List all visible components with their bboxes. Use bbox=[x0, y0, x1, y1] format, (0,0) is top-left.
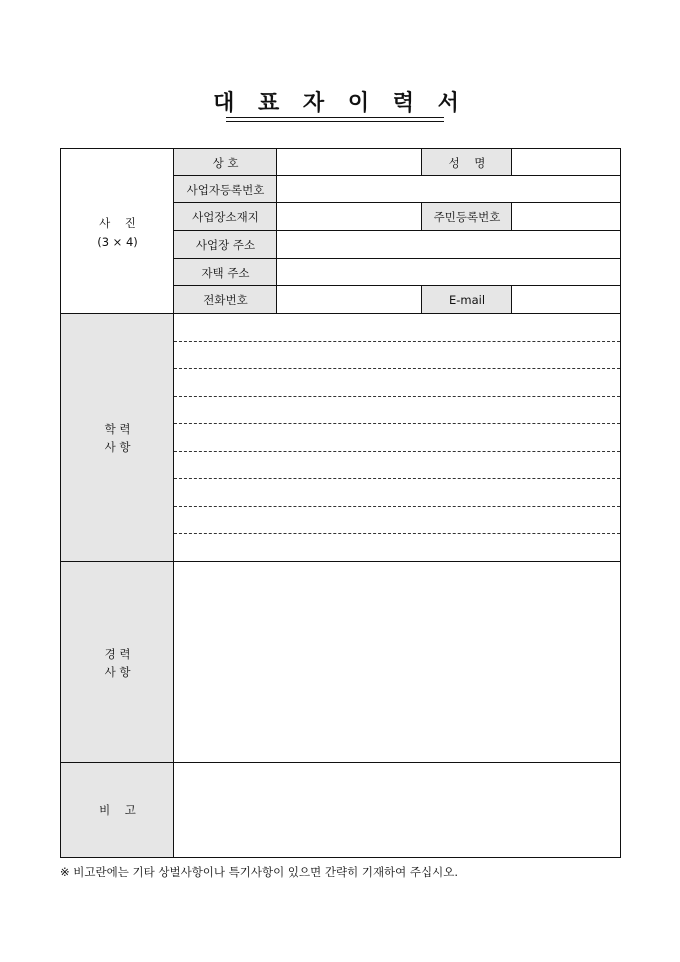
education-line bbox=[174, 341, 620, 342]
career-section-label: 경 력 사 항 bbox=[61, 562, 174, 763]
resident-reg-no-label: 주민등록번호 bbox=[422, 203, 512, 231]
grid-line bbox=[61, 762, 620, 763]
education-line bbox=[174, 451, 620, 452]
footnote: ※ 비고란에는 기타 상벌사항이나 특기사항이 있으면 간략히 기재하여 주십시오. bbox=[60, 865, 459, 879]
grid-line bbox=[421, 286, 422, 314]
business-reg-no-field[interactable] bbox=[277, 176, 620, 203]
grid-line bbox=[421, 203, 422, 231]
grid-line bbox=[511, 203, 512, 231]
grid-line bbox=[511, 149, 512, 176]
grid-line bbox=[173, 149, 174, 857]
title-underline-second bbox=[226, 121, 444, 122]
business-location-label: 사업장소재지 bbox=[174, 203, 277, 231]
business-reg-no-label: 사업자등록번호 bbox=[174, 176, 277, 203]
trade-name-label: 상 호 bbox=[174, 149, 277, 176]
career-entries[interactable] bbox=[174, 562, 620, 763]
grid-line bbox=[61, 561, 620, 562]
photo-label: 사 진 bbox=[99, 215, 136, 230]
photo-area bbox=[61, 149, 174, 314]
phone-field[interactable] bbox=[277, 286, 422, 314]
grid-line bbox=[174, 258, 620, 259]
resume-form bbox=[60, 148, 621, 858]
education-line bbox=[174, 396, 620, 397]
grid-line bbox=[511, 286, 512, 314]
education-section-label: 학 력 사 항 bbox=[61, 314, 174, 562]
education-line bbox=[174, 478, 620, 479]
grid-line bbox=[276, 149, 277, 314]
trade-name-field[interactable] bbox=[277, 149, 422, 176]
grid-line bbox=[174, 285, 620, 286]
remarks-label: 비 고 bbox=[61, 763, 174, 857]
business-address-label: 사업장 주소 bbox=[174, 231, 277, 259]
remarks-field[interactable] bbox=[174, 763, 620, 857]
education-line bbox=[174, 506, 620, 507]
phone-label: 전화번호 bbox=[174, 286, 277, 314]
grid-line bbox=[174, 175, 620, 176]
grid-line bbox=[174, 202, 620, 203]
education-line bbox=[174, 368, 620, 369]
email-field[interactable] bbox=[512, 286, 620, 314]
grid-line bbox=[61, 313, 620, 314]
title-underline bbox=[226, 117, 444, 118]
name-field[interactable] bbox=[512, 149, 620, 176]
business-location-field[interactable] bbox=[277, 203, 422, 231]
education-line bbox=[174, 423, 620, 424]
education-entries[interactable] bbox=[174, 314, 620, 562]
document-title: 대 표 자 이 력 서 bbox=[213, 91, 467, 116]
photo-size-label: (3 × 4) bbox=[97, 234, 138, 249]
email-label: E-mail bbox=[422, 286, 512, 314]
education-line bbox=[174, 533, 620, 534]
home-address-label: 자택 주소 bbox=[174, 259, 277, 286]
grid-line bbox=[421, 149, 422, 176]
home-address-field[interactable] bbox=[277, 259, 620, 286]
grid-line bbox=[174, 230, 620, 231]
business-address-field[interactable] bbox=[277, 231, 620, 259]
resident-reg-no-field[interactable] bbox=[512, 203, 620, 231]
name-label: 성 명 bbox=[422, 149, 512, 176]
